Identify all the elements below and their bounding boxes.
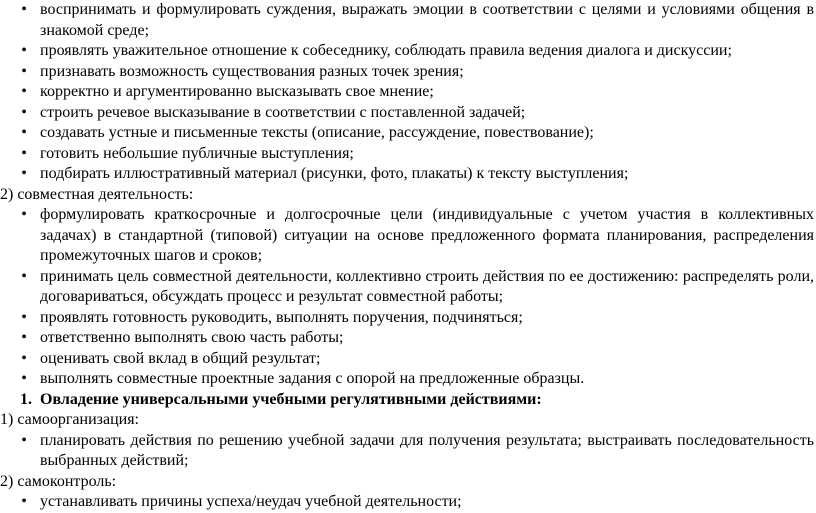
list-item: • проявлять готовность руководить, выполнять поручения, подчиняться; bbox=[0, 308, 816, 329]
bullet-icon: • bbox=[21, 431, 27, 449]
bullet-icon: • bbox=[21, 103, 27, 121]
list-item: • планировать действия по решению учебной задачи для получения результата; выстраивать последовательность выбранных действий; bbox=[0, 431, 816, 472]
bullet-icon: • bbox=[21, 308, 27, 326]
section-heading-joint-activity: 2) совместная деятельность: bbox=[0, 185, 194, 203]
list-item: • устанавливать причины успеха/неудач учебной деятельности; bbox=[0, 492, 816, 513]
bullet-icon: • bbox=[21, 42, 27, 59]
heading-text: Овладение универсальными учебными регулятивными действиями: bbox=[40, 390, 542, 408]
list-item: • выполнять совместные проектные задания с опорой на предложенные образцы. bbox=[0, 369, 816, 390]
list-item: • оценивать свой вклад в общий результат; bbox=[0, 349, 816, 370]
list-item: • воспринимать и формулировать суждения, выражать эмоции в соответствии с целями и условиями общения в знакомой среде; bbox=[0, 0, 816, 41]
communication-bullet-list bbox=[0, 0, 816, 185]
bullet-icon: • bbox=[21, 83, 27, 100]
list-item: • строить речевое высказывание в соответствии с поставленной задачей; bbox=[0, 103, 816, 124]
bullet-icon: • bbox=[21, 329, 27, 346]
bullet-icon: • bbox=[21, 370, 27, 387]
list-item: • корректно и аргументированно высказывать свое мнение; bbox=[0, 82, 816, 103]
list-item: • принимать цель совместной деятельности, коллективно строить действия по ее достижению: распределять роли, договариваться, обсуждать процесс и результат совместной работы; bbox=[0, 267, 816, 308]
heading-number: 1. bbox=[20, 390, 32, 408]
list-item: • готовить небольшие публичные выступления; bbox=[0, 144, 816, 165]
bullet-icon: • bbox=[21, 165, 27, 182]
self-control-bullet-list bbox=[0, 492, 816, 513]
bullet-icon: • bbox=[21, 267, 27, 285]
bullet-icon: • bbox=[21, 493, 27, 510]
bullet-icon: • bbox=[21, 124, 27, 141]
section-heading-self-organization: 1) самоорганизация: bbox=[0, 411, 139, 428]
list-item: • формулировать краткосрочные и долгосрочные цели (индивидуальные с учетом участия в коллективных задачах) в стандартной (типовой) ситуации на основе предложенного формата планирования, распределения промежуточных шагов и сроков; bbox=[0, 205, 816, 267]
section-heading-self-control: 2) самоконтроль: bbox=[0, 472, 117, 490]
list-item: • проявлять уважительное отношение к собеседнику, соблюдать правила ведения диалога и дискуссии; bbox=[0, 41, 816, 62]
joint-activity-bullet-list bbox=[0, 205, 816, 390]
self-organization-bullet-list bbox=[0, 431, 816, 472]
bullet-icon: • bbox=[21, 206, 27, 223]
bullet-icon: • bbox=[21, 144, 27, 162]
list-item: • подбирать иллюстративный материал (рисунки, фото, плакаты) к тексту выступления; bbox=[0, 164, 816, 185]
list-item: • создавать устные и письменные тексты (описание, рассуждение, повествование); bbox=[0, 123, 816, 144]
list-item: • признавать возможность существования разных точек зрения; bbox=[0, 62, 816, 83]
bullet-icon: • bbox=[21, 62, 27, 80]
list-item: • ответственно выполнять свою часть работы; bbox=[0, 328, 816, 349]
numbered-heading-regulatory-actions bbox=[0, 390, 816, 411]
bullet-icon: • bbox=[21, 1, 27, 18]
bullet-icon: • bbox=[21, 349, 27, 367]
